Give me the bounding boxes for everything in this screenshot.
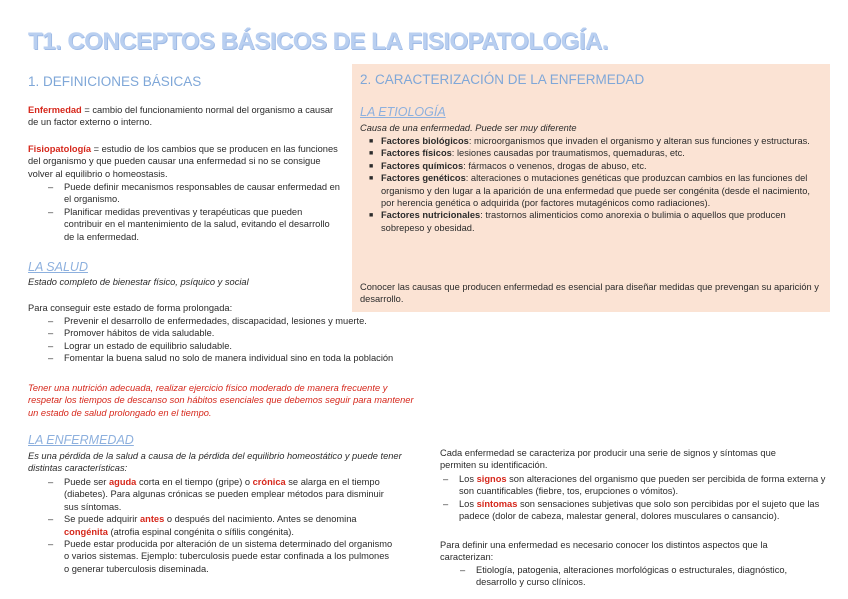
list-item: – Los síntomas son sensaciones subjetivas que solo son percibidas por el sujeto que las padece (dolor de cabeza, malestar general, dolores musculares o cansancio). bbox=[459, 498, 829, 523]
section-heading-caracterizacion: 2. CARACTERIZACIÓN DE LA ENFERMEDAD bbox=[360, 72, 645, 87]
list-item: ■ Factores genéticos: alteraciones o mutaciones genéticas que produzcan cambios en las funciones del organismo y den lugar a la aparición de una enfermedad que puede ser congénita (desde el nacimiento, por herencia genética o adquirida (por factores mutagénicos como radiaciones). bbox=[381, 172, 821, 209]
list-item: – Puede estar producida por alteración de un sistema determinado del organismo o varios sistemas. Ejemplo: tuberculosis puede estar confinada a los pulmones o generar tuberculosis diseminada. bbox=[64, 538, 394, 575]
etiologia-definition: Causa de una enfermedad. Puede ser muy diferente bbox=[360, 123, 577, 133]
list-item: – Etiología, patogenia, alteraciones morfológicas o estructurales, diagnóstico, desarrollo y curso clínicos. bbox=[476, 564, 816, 589]
factores-list bbox=[381, 135, 821, 234]
list-item: – Prevenir el desarrollo de enfermedades, discapacidad, lesiones y muerte. bbox=[64, 315, 444, 327]
enfermedad-list bbox=[64, 476, 394, 575]
list-item: ■ Factores biológicos: microorganismos que invaden el organismo y alteran sus funciones y estructuras. bbox=[381, 135, 821, 147]
enfermedad-term: Enfermedad bbox=[28, 105, 82, 115]
fisiopatologia-definition: Fisiopatología = estudio de los cambios que se producen en las funciones del organismo y que pueden causar una enfermedad si no se consigue volver al equilibrio o homeostasis. bbox=[28, 144, 338, 179]
enfermedad-description: Es una pérdida de la salud a causa de la pérdida del equilibrio homeostático y puede tener distintas características: bbox=[28, 451, 402, 474]
salud-heading: LA SALUD bbox=[28, 260, 88, 274]
list-item: – Los signos son alteraciones del organismo que pueden ser percibida de forma externa y son cuantificables (fiebre, tos, erupciones o vómitos). bbox=[459, 473, 829, 498]
list-item: – Fomentar la buena salud no solo de manera individual sino en toda la población bbox=[64, 352, 444, 364]
etiologia-heading: LA ETIOLOGÍA bbox=[360, 105, 446, 119]
cronica-term: crónica bbox=[252, 477, 286, 487]
aguda-term: aguda bbox=[108, 477, 137, 487]
list-item: – Planificar medidas preventivas y terapéuticas que pueden contribuir en el mantenimiento de la salud, evitando el desarrollo de la enfermedad. bbox=[64, 206, 340, 243]
section-heading-definiciones: 1. DEFINICIONES BÁSICAS bbox=[28, 74, 202, 89]
list-item: ■ Factores físicos: lesiones causadas por traumatismos, quemaduras, etc. bbox=[381, 147, 821, 159]
signos-intro: Cada enfermedad se caracteriza por producir una serie de signos y síntomas que permiten su identificación. bbox=[440, 448, 776, 471]
list-item: ■ Factores nutricionales: trastornos alimenticios como anorexia o bulimia o aquellos que producen sobrepeso y obesidad. bbox=[381, 209, 821, 234]
page-title: T1. CONCEPTOS BÁSICOS DE LA FISIOPATOLOGÍA. bbox=[28, 28, 608, 55]
congenita-term: congénita bbox=[64, 526, 108, 537]
etiologia-conclusion: Conocer las causas que producen enfermedad es esencial para diseñar medidas que prevengan su aparición y desarrollo. bbox=[360, 282, 819, 305]
antes-term: antes bbox=[139, 514, 165, 525]
enfermedad-definition: Enfermedad = cambio del funcionamiento normal del organismo a causar de un factor externo o interno. bbox=[28, 105, 334, 128]
salud-intro: Para conseguir este estado de forma prolongada: bbox=[28, 303, 233, 313]
definir-intro: Para definir una enfermedad es necesario conocer los distintos aspectos que la caracterizan: bbox=[440, 540, 768, 563]
fisiopatologia-list bbox=[64, 181, 340, 243]
list-item: – Puede ser aguda corta en el tiempo (gripe) o crónica se alarga en el tiempo (diabetes). Para algunas crónicas se pueden emplear métodos para disminuir sus síntomas. bbox=[64, 476, 394, 513]
list-item: – Lograr un estado de equilibrio saludable. bbox=[64, 340, 444, 352]
signos-term: signos bbox=[476, 474, 507, 484]
list-item: ■ Factores químicos: fármacos o venenos, drogas de abuso, etc. bbox=[381, 160, 821, 172]
sintomas-term: síntomas bbox=[476, 498, 518, 509]
list-item: – Puede definir mecanismos responsables de causar enfermedad en el organismo. bbox=[64, 181, 340, 206]
salud-note: Tener una nutrición adecuada, realizar ejercicio físico moderado de manera frecuente y respetar los tiempos de descanso son hábitos esenciales que debemos seguir para mantener un estado de salud prolongado en el tiempo. bbox=[28, 383, 414, 418]
fisiopatologia-term: Fisiopatología bbox=[28, 144, 92, 154]
list-item: – Promover hábitos de vida saludable. bbox=[64, 327, 444, 339]
definir-list bbox=[476, 564, 816, 589]
salud-list bbox=[64, 315, 444, 365]
list-item: – Se puede adquirir antes o después del nacimiento. Antes se denomina congénita (atrofia espinal congénita o sífilis congénita). bbox=[64, 513, 394, 538]
enfermedad-heading: LA ENFERMEDAD bbox=[28, 433, 134, 447]
salud-definition: Estado completo de bienestar físico, psíquico y social bbox=[28, 277, 249, 287]
signos-list bbox=[459, 473, 829, 523]
